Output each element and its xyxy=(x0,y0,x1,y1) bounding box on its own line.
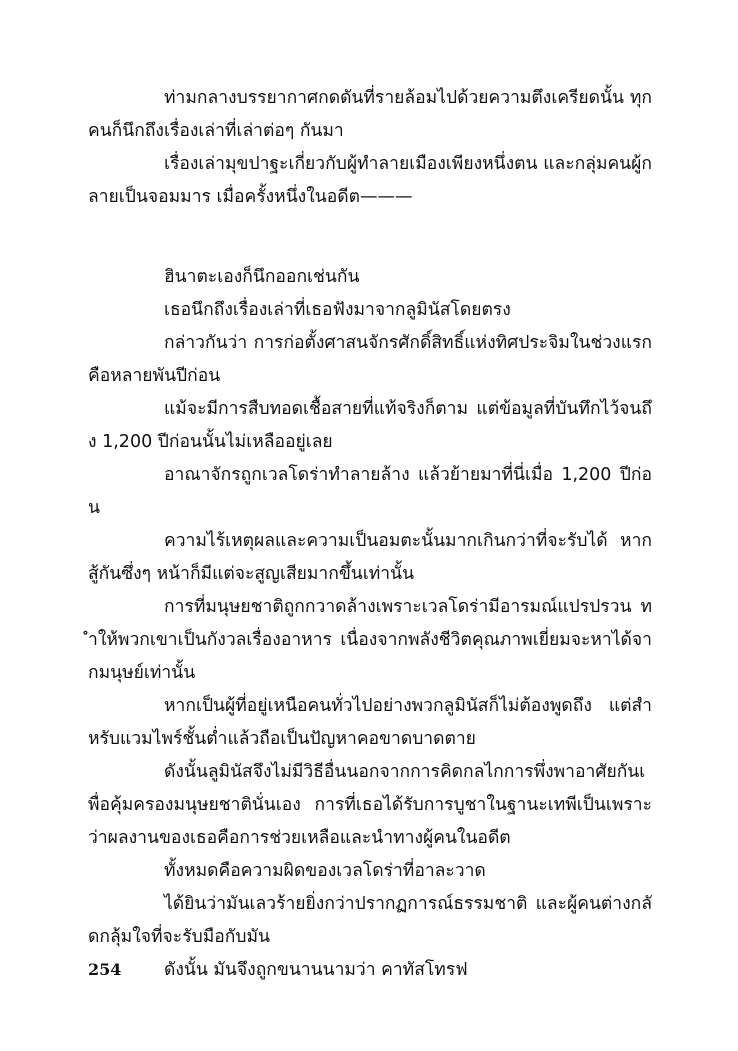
paragraph: อาณาจักรถูกเวลโดร่าทำลายล้าง แล้วย้ายมาที่นี่เมื่อ 1,200 ปีก่อน xyxy=(88,465,652,518)
section-break xyxy=(88,214,652,261)
paragraph: ฮินาตะเองก็นึกออกเช่นกัน xyxy=(164,267,360,287)
body-text xyxy=(88,82,652,987)
paragraph: ความไร้เหตุผลและความเป็นอมตะนั้นมากเกินกว่าที่จะรับได้ หากสู้กันซึ่งๆ หน้าก็มีแต่จะสูญเสียมากขึ้นเท่านั้น xyxy=(88,531,652,584)
paragraph: ทั้งหมดคือความผิดของเวลโดร่าที่อาละวาด xyxy=(164,861,486,881)
paragraph: ท่ามกลางบรรยากาศกดดันที่รายล้อมไปด้วยความตึงเครียดนั้น ทุกคนก็นึกถึงเรื่องเล่าที่เล่าต่อๆ กันมา xyxy=(88,88,652,141)
paragraph: ดังนั้นลูมินัสจึงไม่มีวิธีอื่นนอกจากการคิดกลไกการพึ่งพาอาศัยกันเพื่อคุ้มครองมนุษยชาตินั่นเอง การที่เธอได้รับการบูชาในฐานะเทพีเป็นเพราะว่าผลงานของเธอคือการช่วยเหลือและนำทางผู้คนในอดีต xyxy=(88,762,652,848)
paragraph: เรื่องเล่ามุขปาฐะเกี่ยวกับผู้ทำลายเมืองเพียงหนึ่งตน และกลุ่มคนผู้กลายเป็นจอมมาร เมื่อครั้งหนึ่งในอดีต——— xyxy=(88,154,652,207)
paragraph: แม้จะมีการสืบทอดเชื้อสายที่แท้จริงก็ตาม แต่ข้อมูลที่บันทึกไว้จนถึง 1,200 ปีก่อนนั้นไม่เหลืออยู่เลย xyxy=(88,399,652,452)
paragraph: หากเป็นผู้ที่อยู่เหนือคนทั่วไปอย่างพวกลูมินัสก็ไม่ต้องพูดถึง แต่สำหรับแวมไพร์ชั้นต่ำแล้วถือเป็นปัญหาคอขาดบาดตาย xyxy=(88,696,652,749)
paragraph: ดังนั้น มันจึงถูกขนานนามว่า คาทัสโทรฟ xyxy=(164,960,468,980)
paragraph: การที่มนุษยชาติถูกกวาดล้างเพราะเวลโดร่ามีอารมณ์แปรปรวน ทำให้พวกเขาเป็นกังวลเรื่องอาหาร เนื่องจากพลังชีวิตคุณภาพเยี่ยมจะหาได้จากมนุษย์เท่านั้น xyxy=(88,597,652,683)
page-number: 254 xyxy=(88,960,122,979)
paragraph: เธอนึกถึงเรื่องเล่าที่เธอฟังมาจากลูมินัสโดยตรง xyxy=(164,300,511,320)
paragraph: กล่าวกันว่า การก่อตั้งศาสนจักรศักดิ์สิทธิ์แห่งทิศประจิมในช่วงแรกคือหลายพันปีก่อน xyxy=(88,333,652,386)
paragraph: ได้ยินว่ามันเลวร้ายยิ่งกว่าปรากฏการณ์ธรรมชาติ และผู้คนต่างกลัดกลุ้มใจที่จะรับมือกับมัน xyxy=(88,894,652,947)
